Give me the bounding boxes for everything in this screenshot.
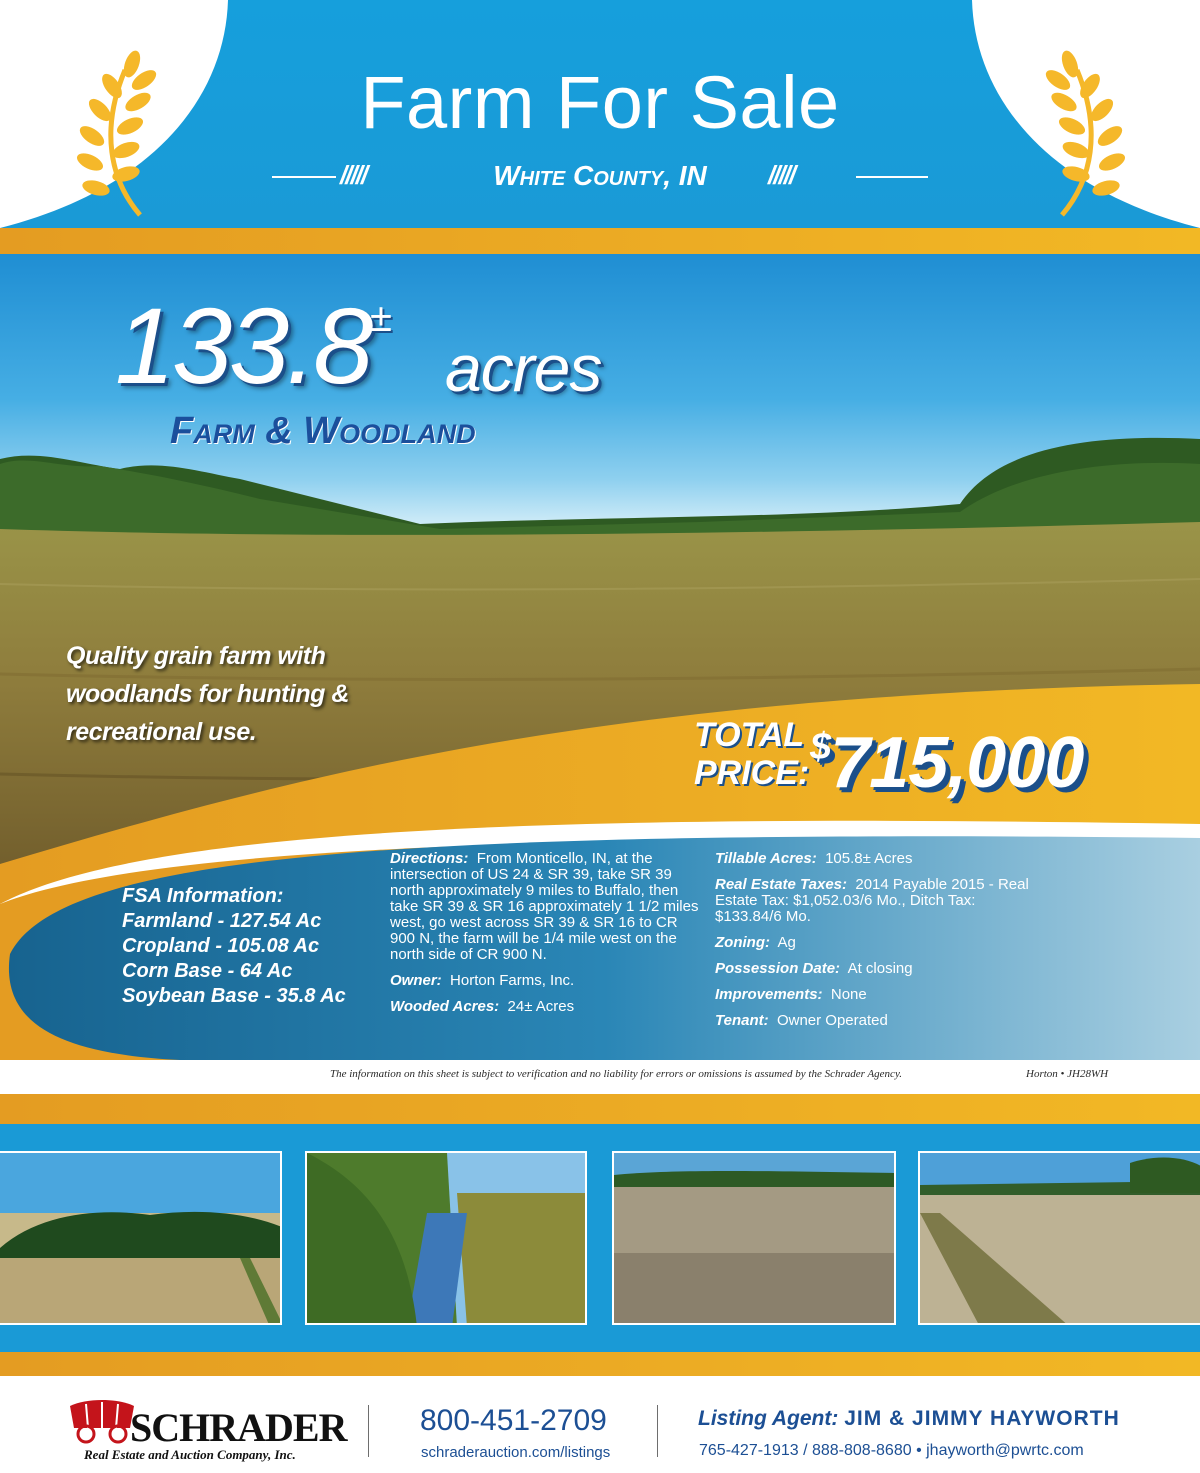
company-logo-text: SCHRADER: [130, 1405, 347, 1450]
total-label-line-1: TOTAL: [694, 716, 805, 754]
photo-creek: [307, 1153, 587, 1325]
detail-improvements: [715, 987, 1045, 1003]
detail-value: From Monticello, IN, at the intersection of US 24 & SR 39, take SR 39 north approximately 9 miles to Buffalo, then take SR 39 & SR 16 approximately 1 1/2 miles west, go west across SR 39 & SR 16 to CR 900 N, the farm will be 1/4 mile west on the north side of CR 900 N.: [390, 850, 699, 963]
price-value: 715,000: [830, 723, 1084, 803]
gallery-photo[interactable]: [918, 1151, 1200, 1325]
hatch-decoration: /////: [340, 160, 367, 190]
fsa-line: Farmland - 127.54 Ac: [122, 910, 322, 932]
disclaimer: The information on this sheet is subject to verification and no liability for errors or omissions is assumed by the Schrader Agency.: [330, 1068, 902, 1080]
detail-label: Wooded Acres:: [390, 998, 500, 1015]
agent-contact[interactable]: 765-427-1913 / 888-808-8680 • jhayworth@pwrtc.com: [699, 1442, 1084, 1459]
fsa-line: Soybean Base - 35.8 Ac: [122, 985, 346, 1007]
company-website-link[interactable]: schraderauction.com/listings: [421, 1444, 611, 1461]
detail-tenant: [715, 1013, 1045, 1029]
hatch-decoration: /////: [768, 160, 795, 190]
agent-names: JIM & JIMMY HAYWORTH: [844, 1407, 1120, 1430]
total-label-line-2: PRICE:: [694, 754, 810, 792]
detail-wooded-acres: [390, 999, 700, 1015]
detail-value: Owner Operated: [776, 1012, 888, 1029]
detail-label: Real Estate Taxes:: [715, 876, 848, 893]
detail-value: At closing: [847, 960, 913, 977]
detail-value: 2014 Payable 2015 - Real Estate Tax: $1,052.03/6 Mo., Ditch Tax: $133.84/6 Mo.: [715, 876, 1029, 925]
fsa-line: Cropland - 105.08 Ac: [122, 935, 320, 957]
detail-zoning: [715, 935, 1045, 951]
detail-taxes: [715, 877, 1045, 925]
footer-divider: [657, 1405, 658, 1457]
fsa-info: [122, 884, 346, 1009]
photo-soybean-field: [614, 1153, 896, 1325]
gold-band: [0, 228, 1200, 254]
acres-unit: acres: [445, 331, 602, 405]
location-subtitle: White County, IN: [493, 160, 707, 191]
footer-divider: [368, 1405, 369, 1457]
fsa-line: Corn Base - 64 Ac: [122, 960, 293, 982]
total-price: [810, 722, 1083, 804]
gallery-photo[interactable]: [612, 1151, 896, 1325]
acres-plusminus: ±: [370, 296, 392, 340]
gallery-photo[interactable]: [0, 1151, 282, 1325]
detail-tillable-acres: [715, 851, 1045, 867]
detail-possession: [715, 961, 1045, 977]
detail-label: Tenant:: [715, 1012, 769, 1029]
divider-line: [272, 176, 336, 178]
total-price-label: [694, 716, 809, 792]
details-left: [390, 851, 700, 1025]
detail-value: Ag: [777, 934, 796, 951]
acres-number: 133.8: [115, 285, 371, 406]
agent-label: Listing Agent:: [698, 1407, 839, 1430]
gallery-photo[interactable]: [305, 1151, 587, 1325]
detail-value: 24± Acres: [507, 998, 575, 1015]
detail-value: Horton Farms, Inc.: [450, 972, 575, 989]
property-type: Farm & Woodland: [170, 410, 476, 452]
listing-code: Horton • JH28WH: [1026, 1068, 1109, 1080]
company-phone[interactable]: 800-451-2709: [420, 1404, 607, 1437]
wheat-icon: [1022, 50, 1132, 220]
detail-owner: [390, 973, 700, 989]
gold-band: [0, 1352, 1200, 1376]
listing-agent: [698, 1407, 1120, 1431]
divider-line: [856, 176, 928, 178]
detail-label: Owner:: [390, 972, 442, 989]
wheat-icon: [70, 50, 180, 220]
detail-label: Zoning:: [715, 934, 770, 951]
photo-field-treeline: [0, 1153, 282, 1325]
price-currency: $: [810, 726, 831, 768]
detail-value: None: [830, 986, 867, 1003]
detail-label: Possession Date:: [715, 960, 841, 977]
covered-wagon-icon: [66, 1400, 138, 1444]
photo-field-path: [920, 1153, 1200, 1325]
company-subtitle: Real Estate and Auction Company, Inc.: [84, 1447, 296, 1462]
tagline: Quality grain farm with woodlands for hunting & recreational use.: [66, 642, 349, 746]
page-title: Farm For Sale: [360, 61, 840, 144]
detail-label: Directions:: [390, 850, 469, 867]
gold-band: [0, 1094, 1200, 1124]
details-right: [715, 851, 1045, 1039]
detail-directions: [390, 851, 700, 963]
detail-label: Tillable Acres:: [715, 850, 817, 867]
fsa-heading: FSA Information:: [122, 885, 284, 907]
detail-label: Improvements:: [715, 986, 823, 1003]
detail-value: 105.8± Acres: [825, 850, 913, 867]
